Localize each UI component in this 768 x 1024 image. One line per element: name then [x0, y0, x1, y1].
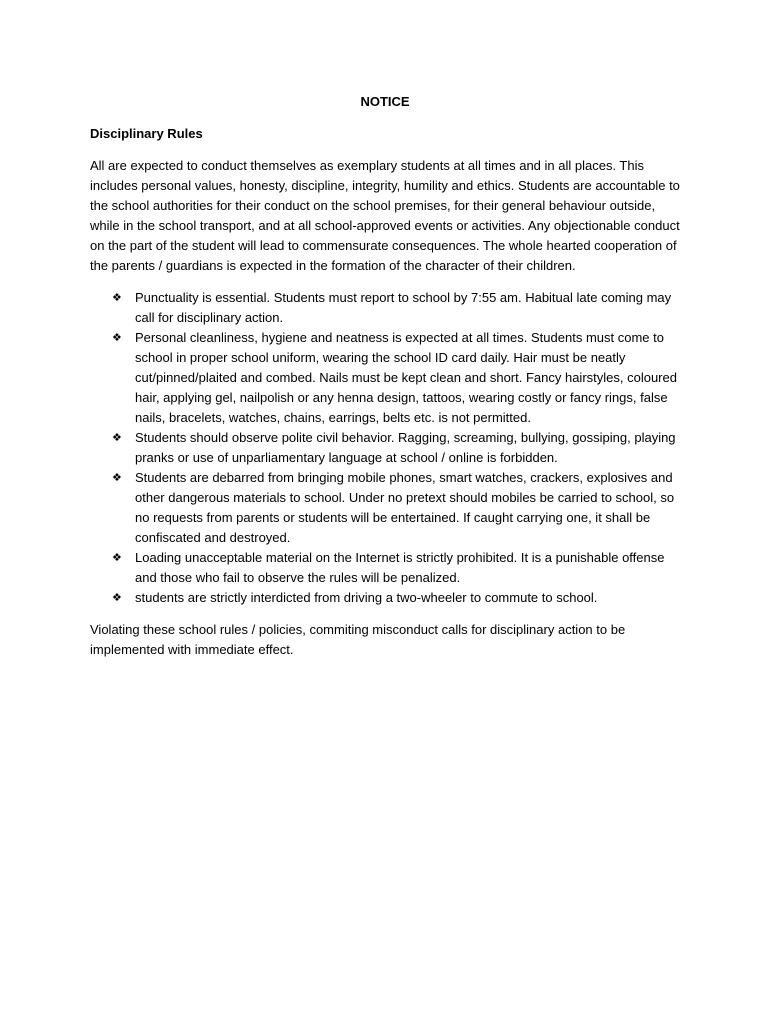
- diamond-bullet-icon: ❖: [112, 291, 122, 304]
- intro-paragraph: All are expected to conduct themselves as exemplary students at all times and in all places. This includes personal values, honesty, discipline, integrity, humility and ethics. Students are accountable to the school authorities for their conduct on the school premises, for their general behaviour outside, while in the school transport, and at all school-approved events or activities. Any objectionable conduct on the part of the student will lead to commensurate consequences. The whole hearted cooperation of the parents / guardians is expected in the formation of the character of their children.: [90, 158, 680, 273]
- rule-text: students are strictly interdicted from driving a two-wheeler to commute to school.: [135, 590, 598, 605]
- section-heading: Disciplinary Rules: [90, 126, 203, 141]
- closing-paragraph: Violating these school rules / policies, commiting misconduct calls for disciplinary action to be implemented with immediate effect.: [90, 622, 626, 657]
- rule-text: Students are debarred from bringing mobile phones, smart watches, crackers, explosives and other dangerous materials to school. Under no pretext should mobiles be carried to school, so no requests from parents or students will be entertained. If caught carrying one, it shall be confiscated and destroyed.: [135, 470, 675, 545]
- rules-list: [90, 288, 680, 608]
- rule-item-internet: [90, 548, 680, 588]
- document-page: [90, 92, 680, 660]
- rule-item-behavior: [90, 428, 680, 468]
- rule-text: Loading unacceptable material on the Internet is strictly prohibited. It is a punishable offense and those who fail to observe the rules will be penalized.: [135, 550, 665, 585]
- rule-item-mobile-phones: [90, 468, 680, 548]
- rule-text: Students should observe polite civil behavior. Ragging, screaming, bullying, gossiping, playing pranks or use of unparliamentary language at school / online is forbidden.: [135, 430, 676, 465]
- diamond-bullet-icon: ❖: [112, 331, 122, 344]
- notice-title: NOTICE: [360, 94, 410, 109]
- rule-item-punctuality: [90, 288, 680, 328]
- diamond-bullet-icon: ❖: [112, 431, 122, 444]
- diamond-bullet-icon: ❖: [112, 591, 122, 604]
- rule-text: Personal cleanliness, hygiene and neatness is expected at all times. Students must come to school in proper school uniform, wearing the school ID card daily. Hair must be neatly cut/pinned/plaited and combed. Nails must be kept clean and short. Fancy hairstyles, coloured hair, applying gel, nailpolish or any henna design, tattoos, wearing costly or fancy rings, false nails, bracelets, watches, chains, earrings, belts etc. is not permitted.: [135, 330, 677, 425]
- rule-text: Punctuality is essential. Students must report to school by 7:55 am. Habitual late coming may call for disciplinary action.: [135, 290, 672, 325]
- rule-item-cleanliness: [90, 328, 680, 428]
- diamond-bullet-icon: ❖: [112, 551, 122, 564]
- diamond-bullet-icon: ❖: [112, 471, 122, 484]
- rule-item-two-wheeler: [90, 588, 680, 608]
